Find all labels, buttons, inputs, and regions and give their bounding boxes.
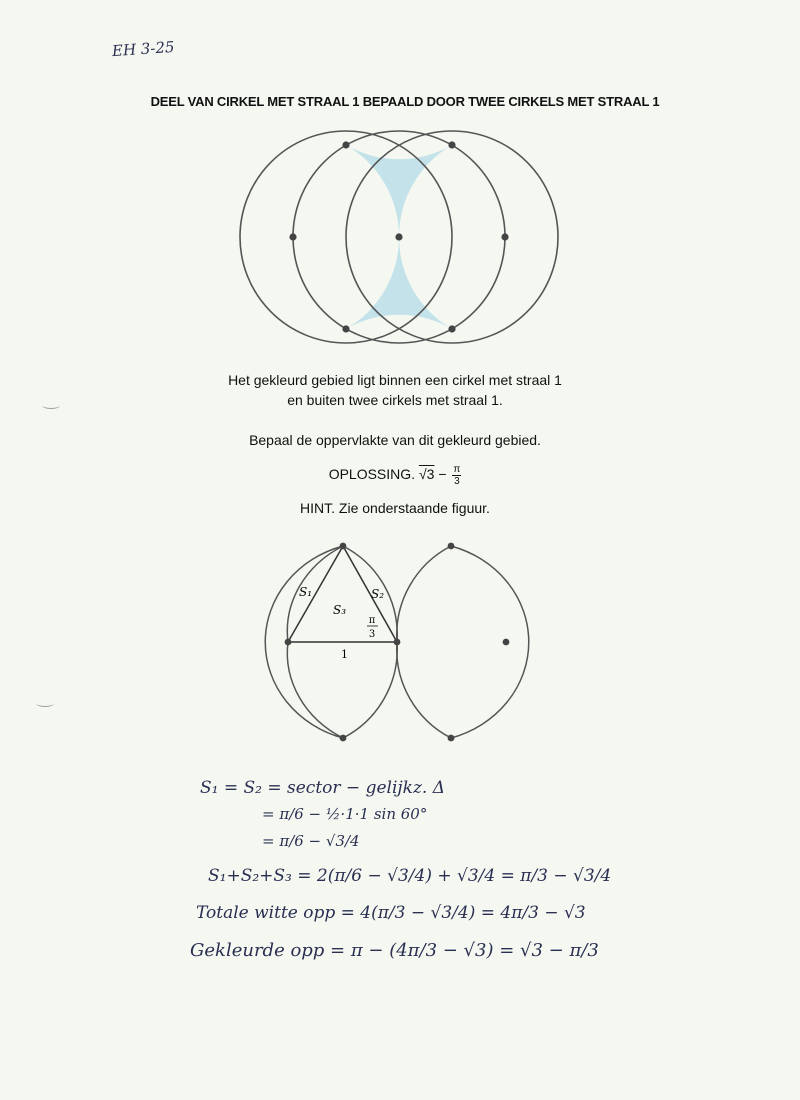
figure-hint-diagram [0,530,800,760]
point [503,639,510,646]
solution [0,464,790,487]
handwritten-line-1: S₁ = S₂ = sector − gelijkz. Δ [200,778,446,798]
point [342,325,349,332]
point [448,543,455,550]
label-angle-num: π [368,615,376,626]
shaded-region-bottom [346,237,452,329]
handwritten-line-4: S₁+S₂+S₃ = 2(π/6 − √3/4) + √3/4 = π/3 − √3/4 [208,866,612,886]
solution-fraction [452,464,461,487]
point [342,141,349,148]
document-code: EH 3-25 [111,37,176,61]
point [395,233,402,240]
solution-frac-num: π [453,464,461,475]
point [340,543,347,550]
point [448,141,455,148]
hint-text: HINT. Zie onderstaande figuur. [300,500,490,516]
punch-hole-mark [42,402,60,409]
hint-arc-lens-right [397,546,451,738]
hint-arc-right [451,546,529,738]
hint-arc-left-outer-bottom [287,642,343,738]
punch-hole-mark [36,700,54,707]
solution-frac-den: 3 [454,476,460,487]
label-angle-den: 3 [368,629,376,640]
task-text: Bepaal de oppervlakte van dit gekleurd gebied. [249,432,541,448]
label-side-length: 1 [341,648,348,661]
point [285,639,292,646]
point [448,735,455,742]
point [289,233,296,240]
handwritten-line-5: Totale witte opp = 4(π/3 − √3/4) = 4π/3 − √3 [196,903,586,923]
description-line-1: Het gekleurd gebied ligt binnen een cirkel met straal 1 [228,372,562,388]
label-s1: S₁ [299,585,313,599]
shaded-region-top [346,145,452,237]
point [448,325,455,332]
page-title: DEEL VAN CIRKEL MET STRAAL 1 BEPAALD DOOR TWEE CIRKELS MET STRAAL 1 [150,94,660,109]
handwritten-line-6: Gekleurde opp = π − (4π/3 − √3) = √3 − π/3 [190,940,599,961]
handwritten-line-3: = π/6 − √3/4 [262,832,360,850]
figure-shaded-lens-diagram [0,0,800,360]
point [340,735,347,742]
solution-sqrt: √3 [418,466,435,483]
handwritten-line-2: = π/6 − ½·1·1 sin 60° [262,805,428,823]
point [394,639,401,646]
solution-minus: − [438,466,447,483]
label-s2: S₂ [371,587,385,601]
label-s3: S₃ [333,603,347,617]
description-line-2: en buiten twee cirkels met straal 1. [287,392,503,408]
solution-label: OPLOSSING. [328,466,416,483]
point [501,233,508,240]
